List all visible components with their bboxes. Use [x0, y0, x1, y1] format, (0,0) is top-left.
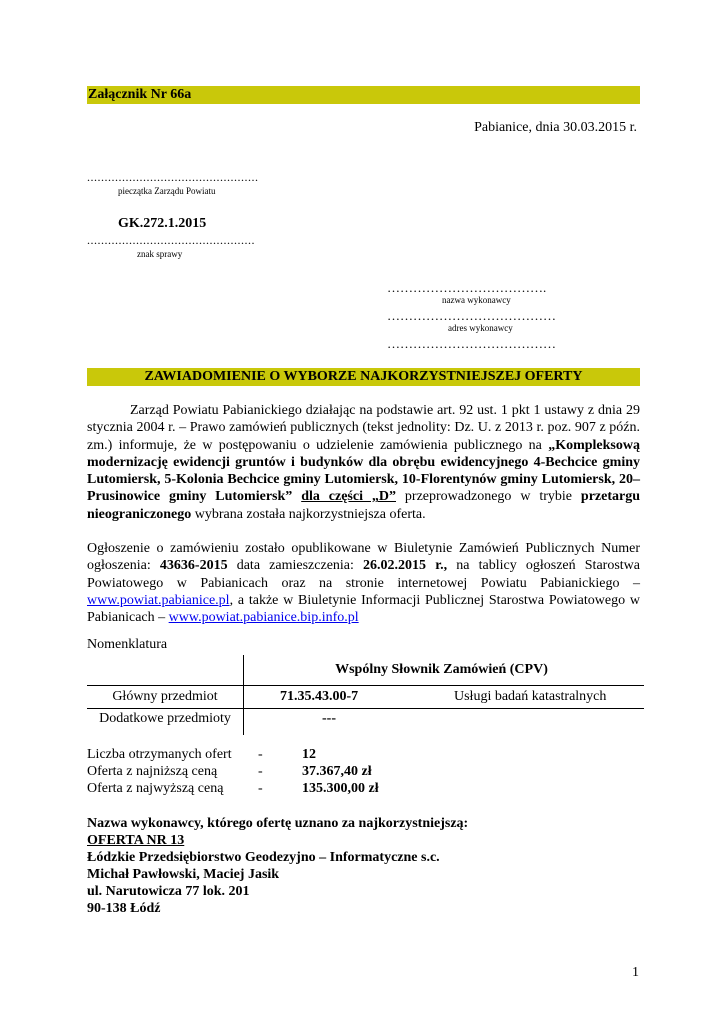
- notice-title: ZAWIADOMIENIE O WYBORZE NAJKORZYSTNIEJSZEJ OFERTY: [144, 369, 583, 384]
- cpv-description: Usługi badań katastralnych: [454, 689, 607, 704]
- winner-city: 90-138 Łódź: [87, 901, 161, 916]
- recipient-name-label: nazwa wykonawcy: [442, 295, 511, 305]
- paragraph-announcement: [87, 540, 640, 626]
- announcement-date: 26.02.2015 r.,: [363, 558, 448, 574]
- winner-offer-number: OFERTA NR 13: [87, 833, 185, 848]
- recipient-address-label: adres wykonawcy: [448, 323, 513, 333]
- announcement-number: 43636-2015: [159, 558, 228, 574]
- cpv-code-additional: ---: [322, 711, 336, 726]
- announcement-text: Ogłoszenie o zamówieniu zostało opublikowane w Biuletynie Zamówień Publicznych Numer ogłoszenia:: [87, 541, 640, 574]
- stamp-dots: .................................................: [87, 170, 259, 184]
- page-number: 1: [632, 965, 639, 980]
- case-number: GK.272.1.2015: [118, 216, 207, 231]
- winner-street: ul. Narutowicza 77 lok. 201: [87, 884, 250, 899]
- paragraph-text-2: przeprowadzonego w trybie: [396, 489, 581, 505]
- table-line-middle: [87, 708, 644, 709]
- paragraph-text: Zarząd Powiatu Pabianickiego działając na podstawie art. 92 ust. 1 pkt 1 ustawy z dnia 29 stycznia 2004 r. – Prawo zamówień publicznych (tekst jednolity: Dz. U. z 2013 r. poz. 907 z późn. zm.) informuje, że w postępowaniu o udzielenie zamówienia publicznego na: [87, 403, 640, 453]
- recipient-dots-1: ……………………………….: [387, 280, 547, 295]
- contract-title: „Kompleksową modernizację ewidencji gruntów i budynków dla obrębu ewidencyjnego 4-Bechcice gminy Lutomiersk, 5-Kolonia Bechcice gminy Lutomiersk, 10-Florentynów gminy Lutomiersk, 20–Prusinowice gminy Lutomiersk”: [87, 437, 640, 505]
- cpv-code-main: 71.35.43.00-7: [280, 689, 359, 704]
- table-row-label: Główny przedmiot: [112, 689, 218, 704]
- stat-value-lowest: 37.367,40 zł: [302, 764, 372, 779]
- table-row-label-additional: Dodatkowe przedmioty: [99, 711, 231, 726]
- winner-company: Łódzkie Przedsiębiorstwo Geodezyjno – Informatyczne s.c.: [87, 850, 440, 865]
- case-label: znak sprawy: [137, 249, 183, 259]
- stat-value-highest: 135.300,00 zł: [302, 781, 379, 796]
- procedure-mode: przetargu nieograniczonego: [87, 489, 641, 522]
- nomenclature-label: Nomenklatura: [87, 637, 168, 652]
- stat-value-offers: 12: [302, 747, 316, 762]
- stat-label-lowest: Oferta z najniższą ceną: [87, 764, 218, 779]
- winner-heading: Nazwa wykonawcy, którego ofertę uznano za najkorzystniejszą:: [87, 816, 469, 831]
- stat-dash: -: [258, 747, 263, 762]
- recipient-dots-2: …………………………………: [387, 308, 556, 323]
- contract-part: dla części „D”: [301, 489, 396, 505]
- bip-website-link[interactable]: www.powiat.pabianice.bip.info.pl: [168, 610, 359, 626]
- county-website-link[interactable]: www.powiat.pabianice.pl: [87, 592, 230, 608]
- attachment-label: Załącznik Nr 66a: [88, 87, 192, 102]
- announcement-text-3: na tablicy ogłoszeń Starostwa Powiatowego w Pabianicach oraz na stronie internetowej Powiatu Pabianickiego –: [87, 558, 640, 591]
- table-line-top: [87, 685, 644, 686]
- recipient-dots-3: …………………………………: [387, 336, 556, 351]
- stamp-label: pieczątka Zarządu Powiatu: [118, 186, 216, 196]
- announcement-text-4: , a także w Biuletynie Informacji Publicznej Starostwa Powiatowego w Pabianicach –: [87, 592, 640, 626]
- paragraph-main: [87, 402, 640, 523]
- place-date: Pabianice, dnia 30.03.2015 r.: [474, 120, 637, 135]
- cpv-header: Wspólny Słownik Zamówień (CPV): [335, 662, 548, 677]
- stat-label-offers: Liczba otrzymanych ofert: [87, 747, 232, 762]
- stat-dash: -: [258, 781, 263, 796]
- stat-label-highest: Oferta z najwyższą ceną: [87, 781, 224, 796]
- case-dots: ................................................: [87, 233, 255, 247]
- announcement-text-2: data zamieszczenia:: [227, 558, 364, 574]
- paragraph-text-3: wybrana została najkorzystniejsza oferta.: [191, 506, 426, 522]
- winner-owners: Michał Pawłowski, Maciej Jasik: [87, 867, 280, 882]
- stat-dash: -: [258, 764, 263, 779]
